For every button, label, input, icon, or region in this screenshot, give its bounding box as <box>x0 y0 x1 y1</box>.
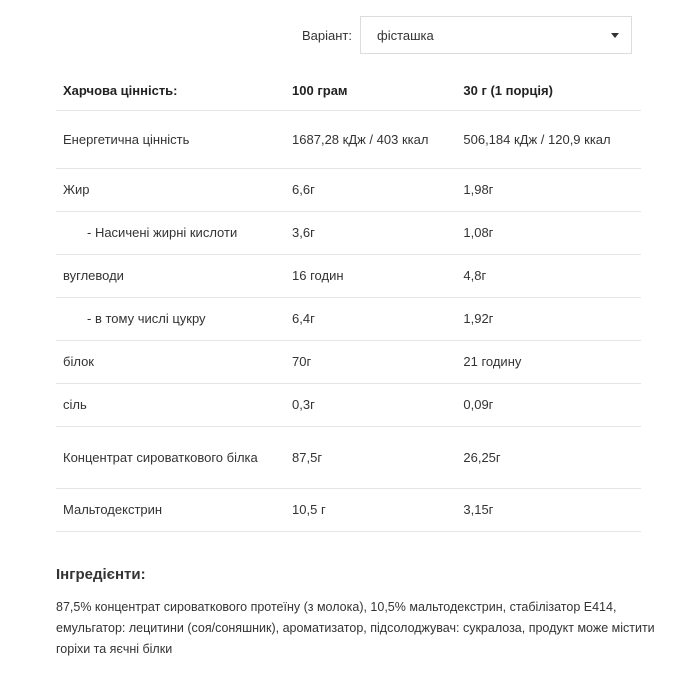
row-name: вуглеводи <box>56 255 285 298</box>
row-name: - в тому числі цукру <box>56 298 285 341</box>
row-name: Енергетична цінність <box>56 111 285 169</box>
variant-dropdown[interactable] <box>360 16 632 54</box>
row-name: - Насичені жирні кислоти <box>56 212 285 255</box>
row-per-serving: 1,08г <box>456 212 641 255</box>
row-per-100g: 87,5г <box>285 427 456 489</box>
row-per-100g: 16 годин <box>285 255 456 298</box>
table-row <box>56 341 641 384</box>
header-per-100g: 100 грам <box>285 70 456 111</box>
row-per-100g: 3,6г <box>285 212 456 255</box>
table-row <box>56 427 641 489</box>
row-name: сіль <box>56 384 285 427</box>
table-header-row <box>56 70 641 111</box>
row-per-100g: 6,4г <box>285 298 456 341</box>
row-per-serving: 1,98г <box>456 169 641 212</box>
row-per-100g: 1687,28 кДж / 403 ккал <box>285 111 456 169</box>
nutrition-table <box>56 70 641 532</box>
row-per-serving: 26,25г <box>456 427 641 489</box>
row-per-serving: 3,15г <box>456 489 641 532</box>
variant-selector-row <box>302 16 632 54</box>
ingredients-title: Інгредієнти: <box>56 566 146 583</box>
row-name: Мальтодекстрин <box>56 489 285 532</box>
row-per-serving: 0,09г <box>456 384 641 427</box>
chevron-down-icon <box>611 33 619 38</box>
row-name: білок <box>56 341 285 384</box>
variant-label: Варіант: <box>302 27 352 43</box>
row-per-serving: 1,92г <box>456 298 641 341</box>
row-per-100g: 10,5 г <box>285 489 456 532</box>
table-row <box>56 298 641 341</box>
table-row <box>56 384 641 427</box>
row-per-serving: 21 годину <box>456 341 641 384</box>
variant-selected-value: фісташка <box>377 27 434 43</box>
table-row <box>56 212 641 255</box>
row-name: Жир <box>56 169 285 212</box>
row-per-100g: 0,3г <box>285 384 456 427</box>
row-per-serving: 506,184 кДж / 120,9 ккал <box>456 111 641 169</box>
row-per-100g: 6,6г <box>285 169 456 212</box>
table-row <box>56 255 641 298</box>
row-name: Концентрат сироваткового білка <box>56 427 285 489</box>
row-per-100g: 70г <box>285 341 456 384</box>
table-row <box>56 111 641 169</box>
header-per-serving: 30 г (1 порція) <box>456 70 641 111</box>
table-row <box>56 489 641 532</box>
ingredients-text: 87,5% концентрат сироваткового протеїну (з молока), 10,5% мальтодекстрин, стабілізатор E414, емульгатор: лецитини (соя/соняшник), ароматизатор, підсолоджувач: сукралоза, продукт може містити горіхи та яєчні білки <box>56 600 655 656</box>
header-nutrition-value: Харчова цінність: <box>56 70 285 111</box>
table-row <box>56 169 641 212</box>
row-per-serving: 4,8г <box>456 255 641 298</box>
